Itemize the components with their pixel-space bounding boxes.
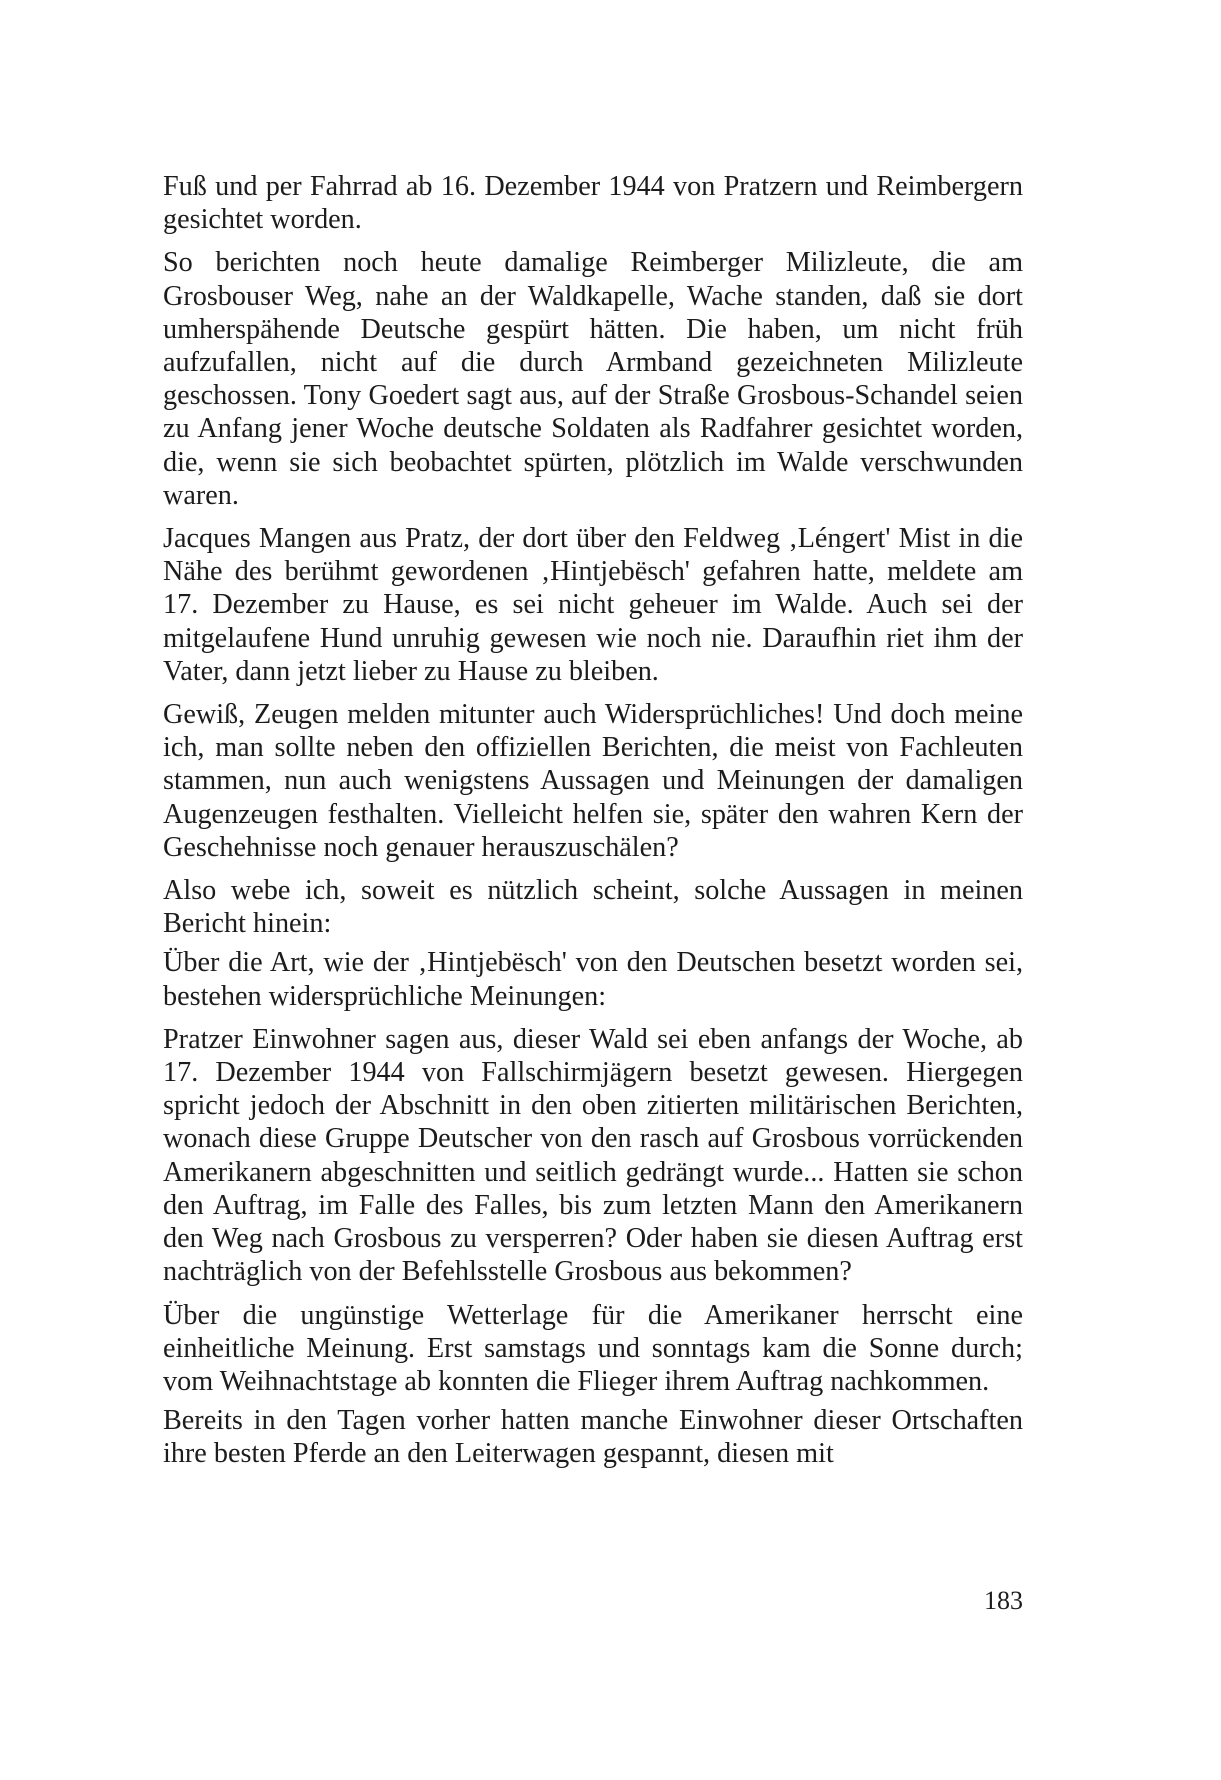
paragraph-9: Bereits in den Tagen vorher hatten manche Einwohner dieser Ortschaften ihre besten Pferde an den Leiterwagen gespannt, diesen mit [163, 1405, 1023, 1470]
paragraph-5: Also webe ich, soweit es nützlich scheint, solche Aussagen in meinen Bericht hinein: [163, 875, 1023, 940]
paragraph-6: Über die Art, wie der ‚Hintjebësch' von den Deutschen besetzt worden sei, bestehen widersprüchliche Meinungen: [163, 947, 1023, 1012]
paragraph-3: Jacques Mangen aus Pratz, der dort über den Feldweg ‚Léngert' Mist in die Nähe des berühmt gewordenen ‚Hintjebësch' gefahren hatte, meldete am 17. Dezember zu Hause, es sei nicht geheuer im Walde. Auch sei der mitgelaufene Hund unruhig gewesen wie noch nie. Daraufhin riet ihm der Vater, dann jetzt lieber zu Hause zu bleiben. [163, 523, 1023, 687]
page-number: 183 [984, 1586, 1023, 1615]
paragraph-4: Gewiß, Zeugen melden mitunter auch Widersprüchliches! Und doch meine ich, man sollte neben den offiziellen Berichten, die meist von Fachleuten stammen, nun auch wenigstens Aussagen und Meinungen der damaligen Augenzeugen festhalten. Vielleicht helfen sie, später den wahren Kern der Geschehnisse noch genauer herauszuschälen? [163, 699, 1023, 863]
paragraph-8: Über die ungünstige Wetterlage für die Amerikaner herrscht eine einheitliche Meinung. Erst samstags und sonntags kam die Sonne durch; vom Weihnachtstage ab konnten die Flieger ihrem Auftrag nachkommen. [163, 1299, 1023, 1397]
paragraph-2: So berichten noch heute damalige Reimberger Milizleute, die am Grosbouser Weg, nahe an der Waldkapelle, Wache standen, daß sie dort umherspähende Deutsche gespürt hätten. Die haben, um nicht früh aufzufallen, nicht auf die durch Armband gezeichneten Milizleute geschossen. Tony Goedert sagt aus, auf der Straße Grosbous-Schandel seien zu Anfang jener Woche deutsche Soldaten als Radfahrer gesichtet worden, die, wenn sie sich beobachtet spürten, plötzlich im Walde verschwunden waren. [163, 247, 1023, 511]
paragraph-1: Fuß und per Fahrrad ab 16. Dezember 1944 von Pratzern und Reimbergern gesichtet worden. [163, 171, 1023, 236]
paragraph-7: Pratzer Einwohner sagen aus, dieser Wald sei eben anfangs der Woche, ab 17. Dezember 1944 von Fallschirmjägern besetzt gewesen. Hiergegen spricht jedoch der Abschnitt in den oben zitierten militärischen Berichten, wonach diese Gruppe Deutscher von den rasch auf Grosbous vorrückenden Amerikanern abgeschnitten und seitlich gedrängt wurde... Hatten sie schon den Auftrag, im Falle des Falles, bis zum letzten Mann den Amerikanern den Weg nach Grosbous zu versperren? Oder haben sie diesen Auftrag erst nachträglich von der Befehlsstelle Grosbous aus bekommen? [163, 1023, 1023, 1288]
body-text [163, 170, 1023, 1481]
